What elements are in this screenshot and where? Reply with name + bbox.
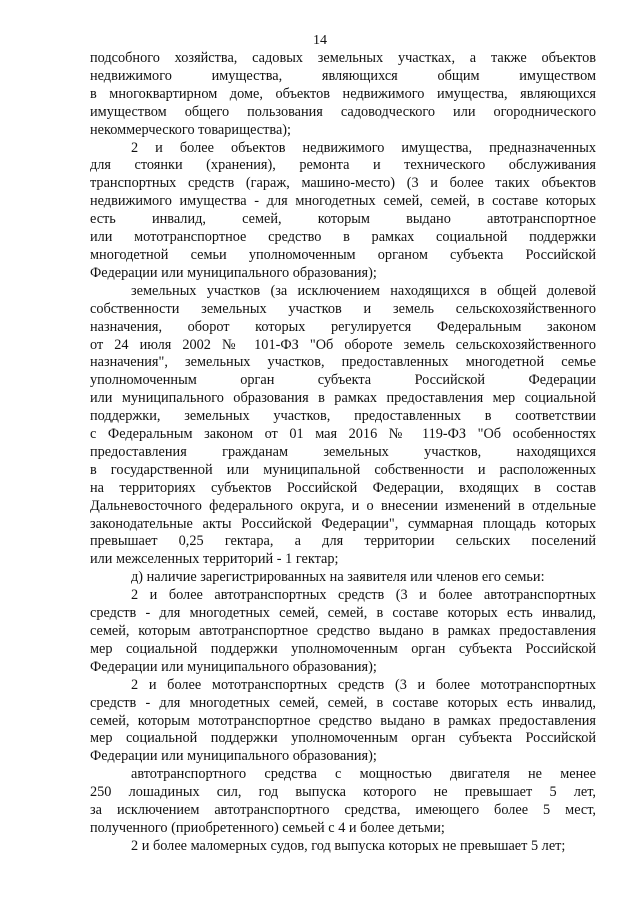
text-line: собственности земельных участков и земель сельскохозяйственного	[90, 300, 596, 317]
text-line: на территориях субъектов Российской Федерации, входящих в состав	[90, 479, 596, 496]
text-line: д) наличие зарегистрированных на заявителя или членов его семьи:	[131, 569, 545, 586]
text-line: законодательные акты Российской Федерации", суммарная площадь которых	[90, 515, 596, 532]
text-line: Федерации или муниципального образования);	[90, 748, 377, 765]
text-line: Федерации или муниципального образования);	[90, 264, 377, 281]
text-line: недвижимого имущества - для многодетных семей, семей, в составе которых	[90, 193, 596, 210]
text-line: Федерации или муниципального образования);	[90, 658, 377, 675]
text-line: имуществом общего пользования садоводческого или огороднического	[90, 103, 596, 120]
text-line: многодетной семьи уполномоченным органом субъекта Российской	[90, 246, 596, 263]
text-line: с Федеральным законом от 01 мая 2016 № 119-ФЗ "Об особенностях	[90, 426, 596, 443]
text-line: в государственной или муниципальной собственности и расположенных	[90, 461, 596, 478]
text-line: средств - для многодетных семей, семей, в составе которых есть инвалид,	[90, 605, 596, 622]
text-line: или муниципального образования в рамках предоставления мер социальной	[90, 390, 596, 407]
paragraph	[90, 677, 596, 767]
text-line: полученного (приобретенного) семьей с 4 и более детьми;	[90, 819, 445, 836]
text-line: превышает 0,25 гектара, а для территории сельских поселений	[90, 533, 596, 550]
text-line: 2 и более мототранспортных средств (3 и более мототранспортных	[131, 676, 596, 693]
text-line: подсобного хозяйства, садовых земельных участках, а также объектов	[90, 50, 596, 66]
text-line: транспортных средств (гараж, машино-место) (3 и более таких объектов	[90, 175, 596, 192]
text-line: за исключением автотранспортного средства, имеющего более 5 мест,	[90, 802, 596, 819]
paragraph	[90, 569, 596, 587]
text-line: предоставления гражданам земельных участков, находящихся	[90, 443, 596, 460]
text-line: 250 лошадиных сил, год выпуска которого не превышает 5 лет,	[90, 784, 596, 801]
text-line: семей, которым мототранспортное средство выдано в рамках предоставления	[90, 712, 596, 729]
paragraph	[90, 587, 596, 677]
paragraph	[90, 140, 596, 283]
text-line: 2 и более объектов недвижимого имущества, предназначенных	[131, 139, 596, 156]
document-body	[90, 50, 596, 856]
text-line: поддержки, земельных участков, предоставленных в соответствии	[90, 408, 596, 425]
text-line: назначения", земельных участков, предоставленных многодетной семье	[90, 354, 596, 371]
text-line: для стоянки (хранения), ремонта и технического обслуживания	[90, 157, 596, 174]
page-number: 14	[313, 33, 327, 48]
text-line: уполномоченным орган субъекта Российской Федерации	[90, 372, 596, 389]
text-line: средств - для многодетных семей, семей, в составе которых есть инвалид,	[90, 694, 596, 711]
text-line: или межселенных территорий - 1 гектар;	[90, 551, 339, 568]
text-line: 2 и более автотранспортных средств (3 и более автотранспортных	[131, 587, 596, 604]
text-line: или мототранспортное средство в рамках социальной поддержки	[90, 229, 596, 246]
text-line: мер социальной поддержки уполномоченным орган субъекта Российской	[90, 730, 596, 747]
text-line: земельных участков (за исключением находящихся в общей долевой	[131, 282, 596, 299]
paragraph	[90, 766, 596, 838]
text-line: есть инвалид, семей, которым выдано автотранспортное	[90, 211, 596, 228]
text-line: в многоквартирном доме, объектов недвижимого имущества, являющихся	[90, 85, 596, 102]
text-line: недвижимого имущества, являющихся общим имуществом	[90, 67, 596, 84]
text-line: семей, которым автотранспортное средство выдано в рамках предоставления	[90, 623, 596, 639]
text-line: назначения, оборот которых регулируется Федеральным законом	[90, 318, 596, 335]
text-line: автотранспортного средства с мощностью двигателя не менее	[131, 766, 596, 783]
text-line: от 24 июля 2002 № 101-ФЗ "Об обороте земель сельскохозяйственного	[90, 336, 596, 353]
paragraph	[90, 50, 596, 140]
paragraph	[90, 838, 596, 856]
text-line: Дальневосточного федерального округа, и о внесении изменений в отдельные	[90, 497, 596, 514]
text-line: мер социальной поддержки уполномоченным орган субъекта Российской	[90, 640, 596, 657]
text-line: 2 и более маломерных судов, год выпуска которых не превышает 5 лет;	[131, 837, 566, 854]
text-line: некоммерческого товарищества);	[90, 121, 292, 138]
paragraph	[90, 283, 596, 570]
